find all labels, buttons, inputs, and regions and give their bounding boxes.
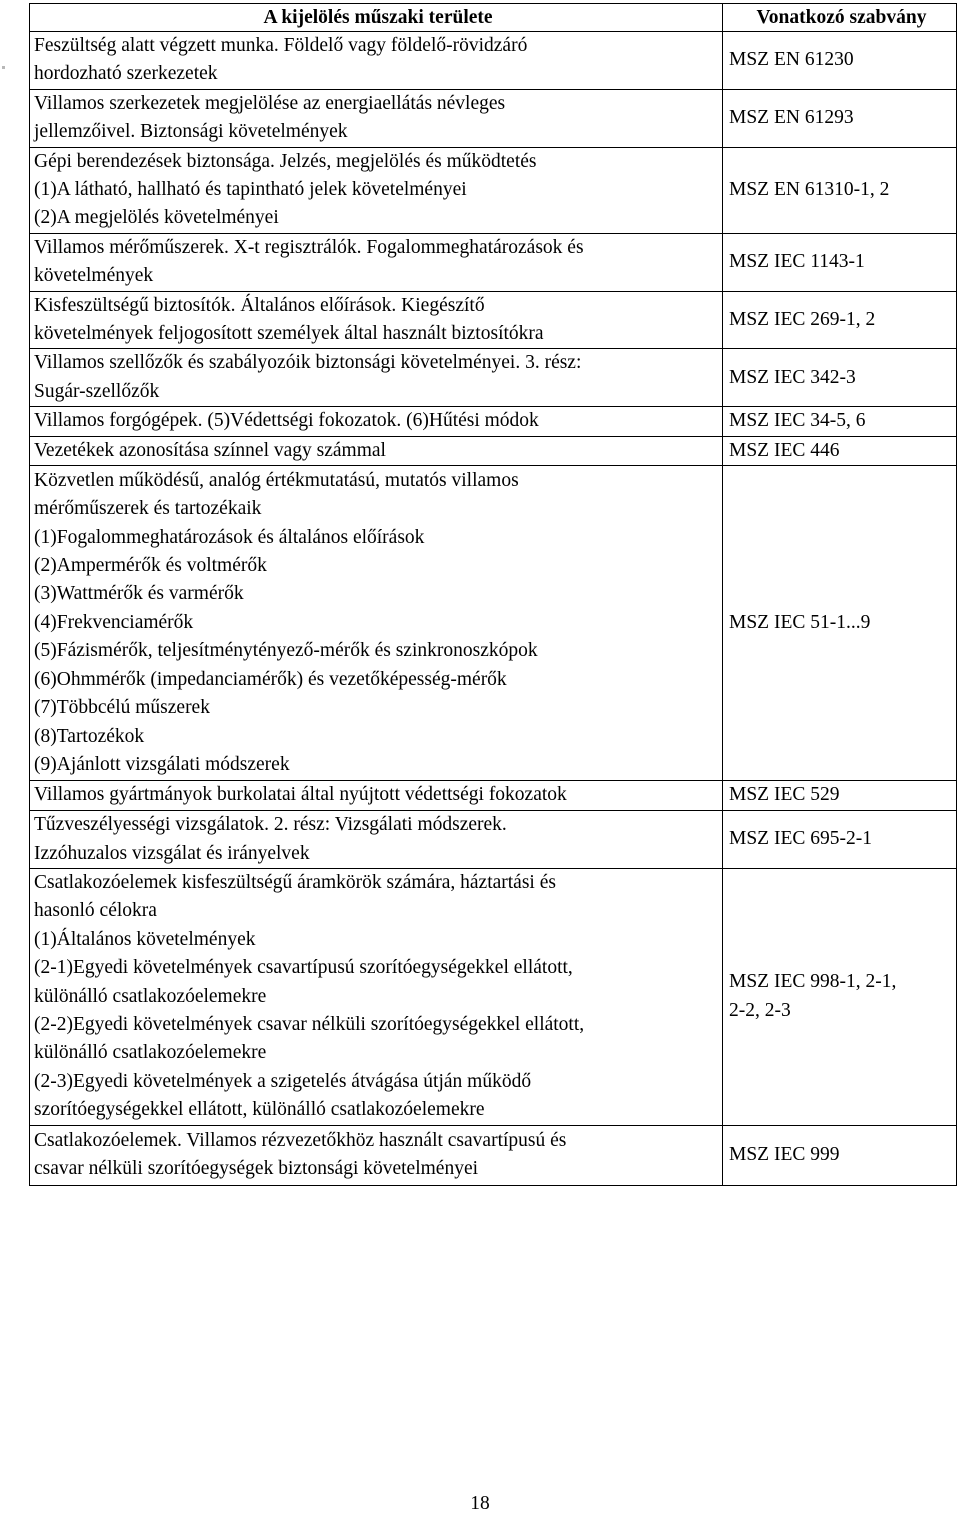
standard-cell: MSZ IEC 269-1, 2 — [723, 291, 957, 349]
area-cell: Kisfeszültségű biztosítók. Általános előírások. Kiegészítő követelmények feljogosított személyek által használt biztosítókra — [30, 291, 723, 349]
table-row — [30, 233, 957, 291]
area-cell: Villamos forgógépek. (5)Védettségi fokozatok. (6)Hűtési módok — [30, 407, 723, 436]
margin-mark — [2, 66, 5, 69]
area-cell: Közvetlen működésű, analóg értékmutatású, mutatós villamos mérőműszerek és tartozékaik (1)Fogalommeghatározások és általános előírások (2)Ampermérők és voltmérők (3)Wattmérők és varmérők (4)Frekvenciamérők (5)Fázismérők, teljesítménytényező-mérők és szinkronoszkópok (6)Ohmmérők (impedanciamérők) és vezetőképesség-mérők (7)Többcélú műszerek (8)Tartozékok (9)Ajánlott vizsgálati módszerek — [30, 466, 723, 781]
standard-cell: MSZ EN 61293 — [723, 89, 957, 147]
table-header-row — [30, 4, 957, 32]
table-row — [30, 436, 957, 465]
standard-cell: MSZ IEC 529 — [723, 781, 957, 811]
table-row — [30, 466, 957, 781]
standard-cell: MSZ IEC 34-5, 6 — [723, 407, 957, 436]
standard-cell: MSZ EN 61310-1, 2 — [723, 147, 957, 233]
table-row — [30, 781, 957, 811]
area-cell: Gépi berendezések biztonsága. Jelzés, megjelölés és működtetés (1)A látható, hallható és tapintható jelek követelményei (2)A megjelölés követelményei — [30, 147, 723, 233]
standard-cell: MSZ IEC 1143-1 — [723, 233, 957, 291]
table-row — [30, 811, 957, 869]
area-cell: Villamos szerkezetek megjelölése az energiaellátás névleges jellemzőivel. Biztonsági követelmények — [30, 89, 723, 147]
standard-cell: MSZ IEC 51-1...9 — [723, 466, 957, 781]
area-cell: Villamos gyártmányok burkolatai által nyújtott védettségi fokozatok — [30, 781, 723, 811]
table-row — [30, 89, 957, 147]
standard-cell: MSZ IEC 998-1, 2-1, 2-2, 2-3 — [723, 868, 957, 1125]
standards-table — [29, 3, 957, 1186]
standard-cell: MSZ IEC 695-2-1 — [723, 811, 957, 869]
standard-cell: MSZ IEC 342-3 — [723, 349, 957, 407]
standard-cell: MSZ IEC 446 — [723, 436, 957, 465]
area-cell: Vezetékek azonosítása színnel vagy számmal — [30, 436, 723, 465]
table-row — [30, 291, 957, 349]
column-header-area: A kijelölés műszaki területe — [30, 4, 723, 32]
standard-cell: MSZ EN 61230 — [723, 32, 957, 90]
table-row — [30, 1125, 957, 1185]
area-cell: Feszültség alatt végzett munka. Földelő vagy földelő-rövidzáró hordozható szerkezetek — [30, 32, 723, 90]
area-cell: Villamos szellőzők és szabályozóik biztonsági követelményei. 3. rész: Sugár-szellőzők — [30, 349, 723, 407]
table-row — [30, 868, 957, 1125]
column-header-standard: Vonatkozó szabvány — [723, 4, 957, 32]
standard-cell: MSZ IEC 999 — [723, 1125, 957, 1185]
table-row — [30, 407, 957, 436]
area-cell: Tűzveszélyességi vizsgálatok. 2. rész: Vizsgálati módszerek. Izzóhuzalos vizsgálat és irányelvek — [30, 811, 723, 869]
page-number: 18 — [470, 1493, 490, 1514]
area-cell: Villamos mérőműszerek. X-t regisztrálók. Fogalommeghatározások és követelmények — [30, 233, 723, 291]
table-row — [30, 32, 957, 90]
area-cell: Csatlakozóelemek. Villamos rézvezetőkhöz használt csavartípusú és csavar nélküli szorítóegységek biztonsági követelményei — [30, 1125, 723, 1185]
area-cell: Csatlakozóelemek kisfeszültségű áramkörök számára, háztartási és hasonló célokra (1)Általános követelmények (2-1)Egyedi követelmények csavartípusú szorítóegységekkel ellátott, különálló csatlakozóelemekre (2-2)Egyedi követelmények csavar nélküli szorítóegységekkel ellátott, különálló csatlakozóelemekre (2-3)Egyedi követelmények a szigetelés átvágása útján működő szorítóegységekkel ellátott, különálló csatlakozóelemekre — [30, 868, 723, 1125]
table-row — [30, 147, 957, 233]
table-row — [30, 349, 957, 407]
